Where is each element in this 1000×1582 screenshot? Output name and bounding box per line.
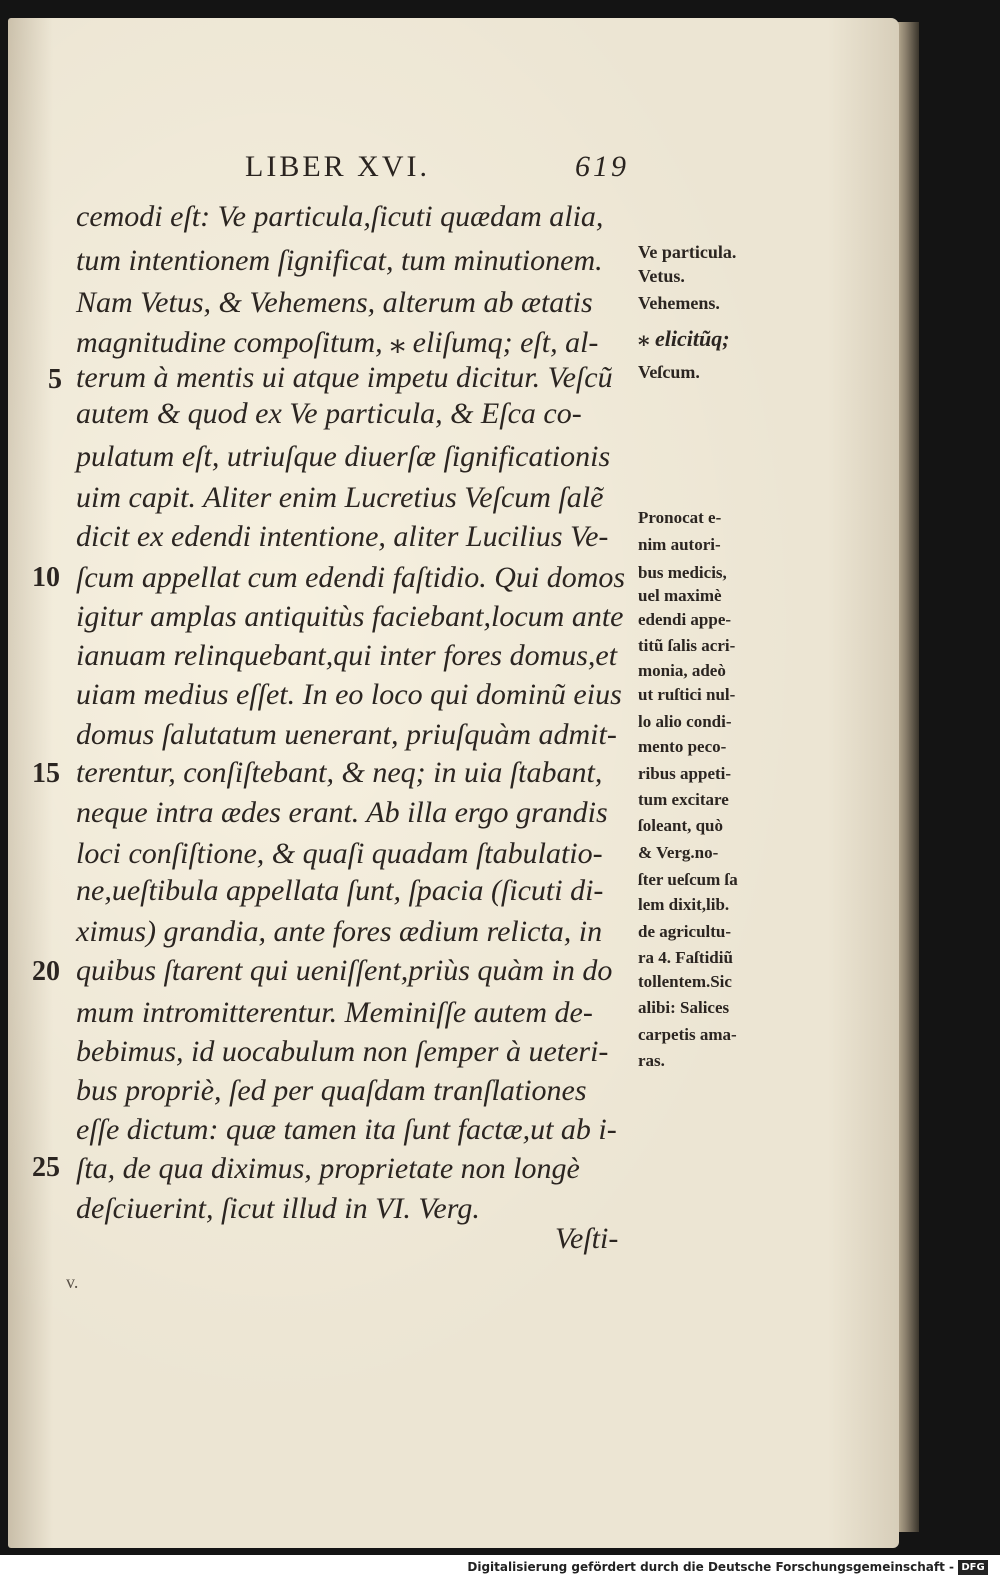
text-line: terentur, conſiſtebant, & neq; in uia ſtabant,: [76, 756, 603, 789]
text-line: dicit ex edendi intentione, aliter Lucilius Ve-: [76, 520, 609, 553]
catchword: Veſti-: [555, 1222, 619, 1255]
running-header: [245, 150, 645, 190]
line-number: 15: [32, 758, 60, 789]
margin-note: ſter ueſcum ſa: [638, 870, 738, 889]
page-edges: [897, 22, 919, 1532]
margin-note: nim autori-: [638, 535, 721, 554]
line-number: 5: [48, 364, 62, 395]
margin-note: ſoleant, quò: [638, 816, 724, 835]
stray-mark: v.: [66, 1272, 79, 1292]
footer-bar: [0, 1555, 1000, 1582]
margin-note: ut ruſtici nul-: [638, 685, 736, 704]
text-line: loci conſiſtione, & quaſi quadam ſtabulatio-: [76, 837, 603, 870]
text-line: tum intentionem ſignificat, tum minutionem.: [76, 244, 603, 277]
text-line: neque intra ædes erant. Ab illa ergo grandis: [76, 796, 608, 829]
text-line: uiam medius eſſet. In eo loco qui dominũ eius: [76, 678, 622, 711]
line-number: 25: [32, 1152, 60, 1183]
text-line: uim capit. Aliter enim Lucretius Veſcum ſalẽ: [76, 481, 604, 514]
margin-note: monia, adeò: [638, 661, 726, 680]
text-line: bebimus, id uocabulum non ſemper à ueteri-: [76, 1035, 609, 1068]
margin-note: ⁎ elicitũq;: [638, 326, 730, 351]
margin-note: Vetus.: [638, 266, 685, 286]
margin-note: ribus appeti-: [638, 764, 732, 783]
margin-note: uel maximè: [638, 586, 722, 605]
dfg-logo-icon: DFG: [958, 1560, 988, 1575]
text-line: pulatum eſt, utriuſque diuerſæ ſignificationis: [76, 440, 611, 473]
margin-note: Veſcum.: [638, 362, 700, 382]
margin-note: bus medicis,: [638, 563, 727, 582]
text-line: ianuam relinquebant,qui inter fores domus,et: [76, 639, 618, 672]
text-line: deſciuerint, ſicut illud in VI. Verg.: [76, 1192, 480, 1225]
margin-note: Pronocat e-: [638, 508, 722, 527]
text-line: quibus ſtarent qui ueniſſent,priùs quàm in do: [76, 954, 613, 987]
line-number: 10: [32, 562, 60, 593]
margin-note: carpetis ama-: [638, 1025, 737, 1044]
margin-note: Vehemens.: [638, 293, 720, 313]
margin-note: ra 4. Faſtidiũ: [638, 948, 733, 967]
text-line: terum à mentis ui atque impetu dicitur. Veſcũ: [76, 361, 613, 394]
margin-note: tum excitare: [638, 790, 729, 809]
margin-note: lem dixit,lib.: [638, 895, 730, 914]
text-line: magnitudine compoſitum, ⁎ eliſumq; eſt, al-: [76, 326, 599, 359]
text-line: Nam Vetus, & Vehemens, alterum ab ætatis: [76, 286, 593, 319]
text-line: mum intromitterentur. Meminiſſe autem de-: [76, 996, 593, 1029]
text-line: ſta, de qua diximus, proprietate non longè: [76, 1152, 580, 1185]
margin-note: ras.: [638, 1051, 665, 1070]
text-line: autem & quod ex Ve particula, & Eſca co-: [76, 397, 582, 430]
line-number: 20: [32, 956, 60, 987]
text-line: cemodi eſt: Ve particula,ſicuti quædam alia,: [76, 200, 604, 233]
text-line: domus ſalutatum uenerant, priuſquàm admit-: [76, 718, 617, 751]
margin-note: mento peco-: [638, 737, 727, 756]
text-line: igitur amplas antiquitùs faciebant,locum ante: [76, 600, 624, 633]
text-line: ne,ueſtibula appellata ſunt, ſpacia (ſicuti di-: [76, 874, 604, 907]
text-line: eſſe dictum: quæ tamen ita ſunt factæ,ut ab i-: [76, 1113, 617, 1146]
text-line: ſcum appellat cum edendi faſtidio. Qui domos: [76, 561, 626, 594]
margin-note: alibi: Salices: [638, 998, 730, 1017]
margin-note: tollentem.Sic: [638, 972, 732, 991]
page-number: 619: [575, 150, 629, 183]
text-line: ximus) grandia, ante fores ædium relicta, in: [76, 915, 603, 948]
running-title: LIBER XVI.: [245, 150, 430, 183]
margin-note: titũ ſalis acri-: [638, 636, 736, 655]
text-line: bus propriè, ſed per quaſdam tranſlationes: [76, 1074, 587, 1107]
margin-note: de agricultu-: [638, 922, 732, 941]
footer-credit: Digitalisierung gefördert durch die Deutsche Forschungsgemeinschaft -: [467, 1560, 954, 1574]
margin-note: & Verg.no-: [638, 843, 719, 862]
margin-note: lo alio condi-: [638, 712, 732, 731]
margin-note: Ve particula.: [638, 242, 737, 262]
margin-note: edendi appe-: [638, 610, 732, 629]
